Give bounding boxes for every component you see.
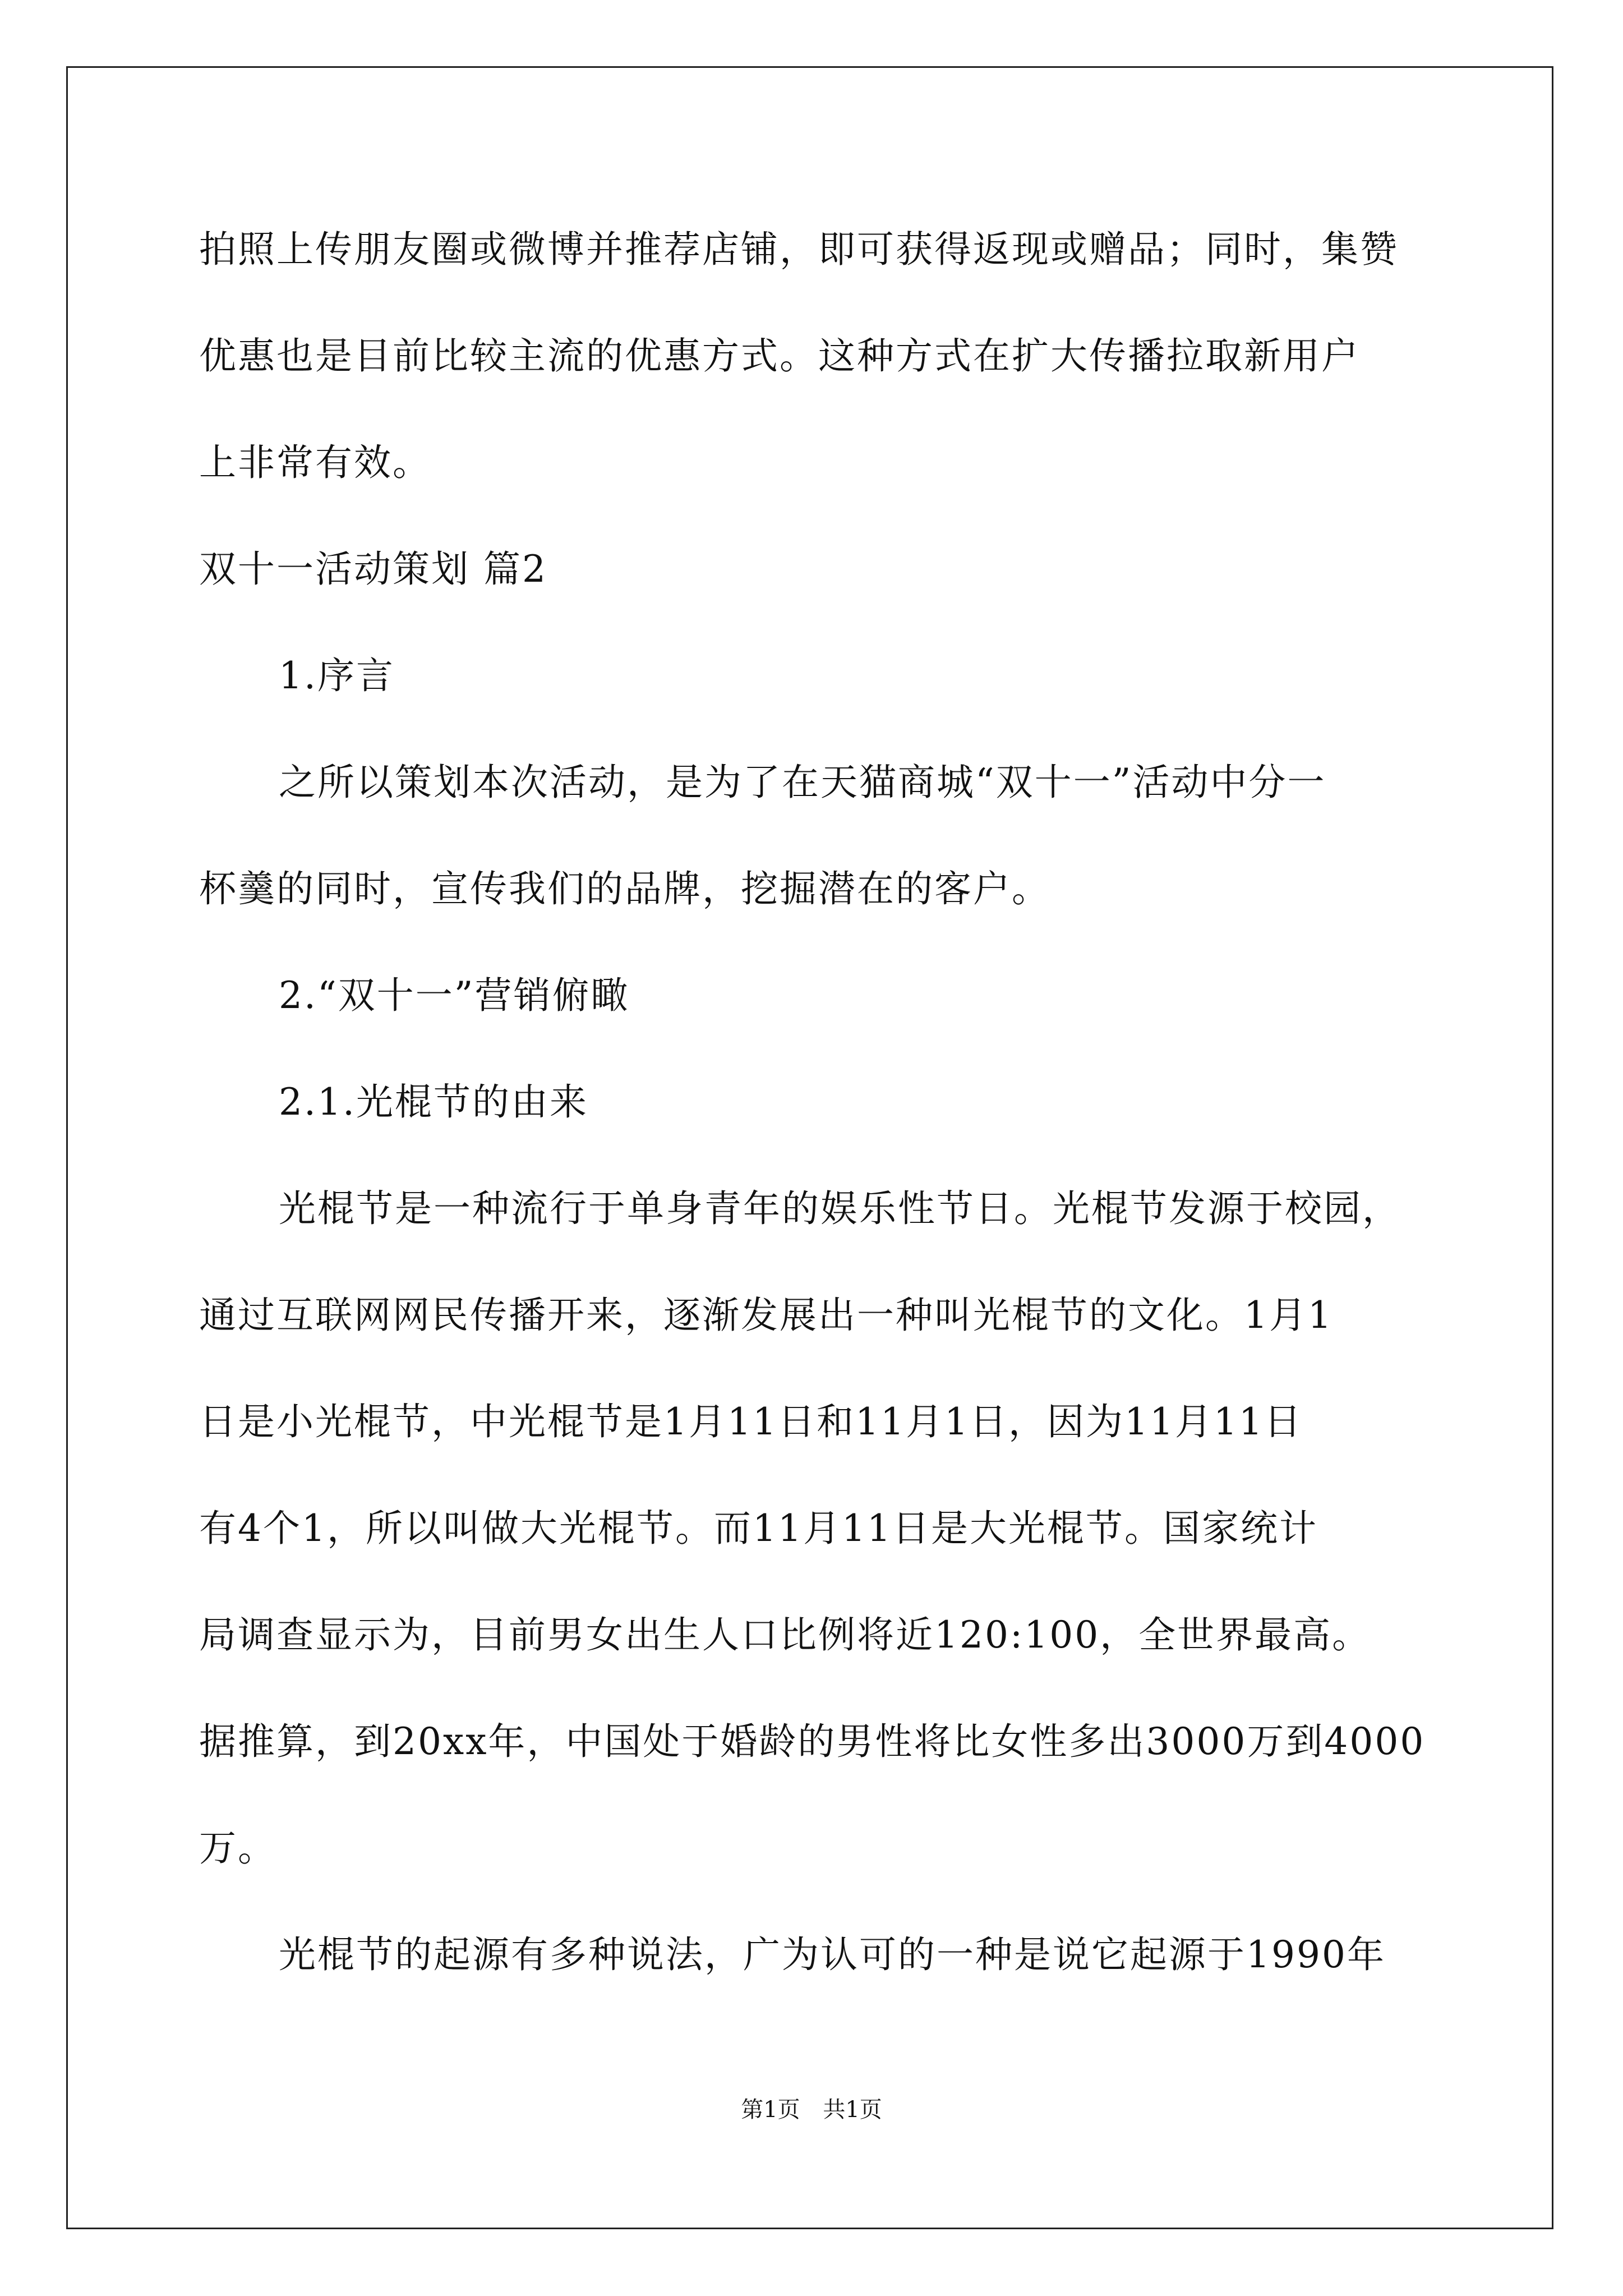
page-border [66,66,1553,2229]
paragraph-line: 日是小光棍节，中光棍节是1月11日和11月1日，因为11月11日 [199,1400,1303,1443]
subheading: 2.1.光棍节的由来 [279,1080,588,1124]
paragraph-line: 通过互联网网民传播开来，逐渐发展出一种叫光棍节的文化。1月1 [199,1294,1333,1337]
subheading: 1.序言 [279,654,395,697]
paragraph-line: 杯羹的同时，宣传我们的品牌，挖掘潜在的客户。 [199,867,1050,910]
paragraph-line: 拍照上传朋友圈或微博并推荐店铺，即可获得返现或赠品；同时，集赞 [199,228,1399,271]
paragraph-line: 之所以策划本次活动，是为了在天猫商城“双十一”活动中分一 [279,761,1326,804]
page-footer [0,2096,1623,2124]
subheading: 2.“双十一”营销俯瞰 [279,974,630,1017]
paragraph-line: 光棍节的起源有多种说法，广为认可的一种是说它起源于1990年 [279,1933,1386,1976]
paragraph-line: 上非常有效。 [199,441,431,484]
paragraph-line: 万。 [199,1826,276,1870]
paragraph-line: 据推算，到20xx年，中国处于婚龄的男性将比女性多出3000万到4000 [199,1720,1426,1763]
page-number: 第1页 [741,2097,800,2123]
paragraph-line: 优惠也是目前比较主流的优惠方式。这种方式在扩大传播拉取新用户 [199,334,1360,378]
page-total: 共1页 [823,2097,882,2123]
paragraph-line: 有4个1，所以叫做大光棍节。而11月11日是大光棍节。国家统计 [199,1507,1318,1550]
paragraph-line: 局调查显示为，目前男女出生人口比例将近120:100，全世界最高。 [199,1613,1371,1657]
paragraph-line: 光棍节是一种流行于单身青年的娱乐性节日。光棍节发源于校园， [279,1187,1401,1230]
section-heading: 双十一活动策划 篇2 [199,547,547,591]
